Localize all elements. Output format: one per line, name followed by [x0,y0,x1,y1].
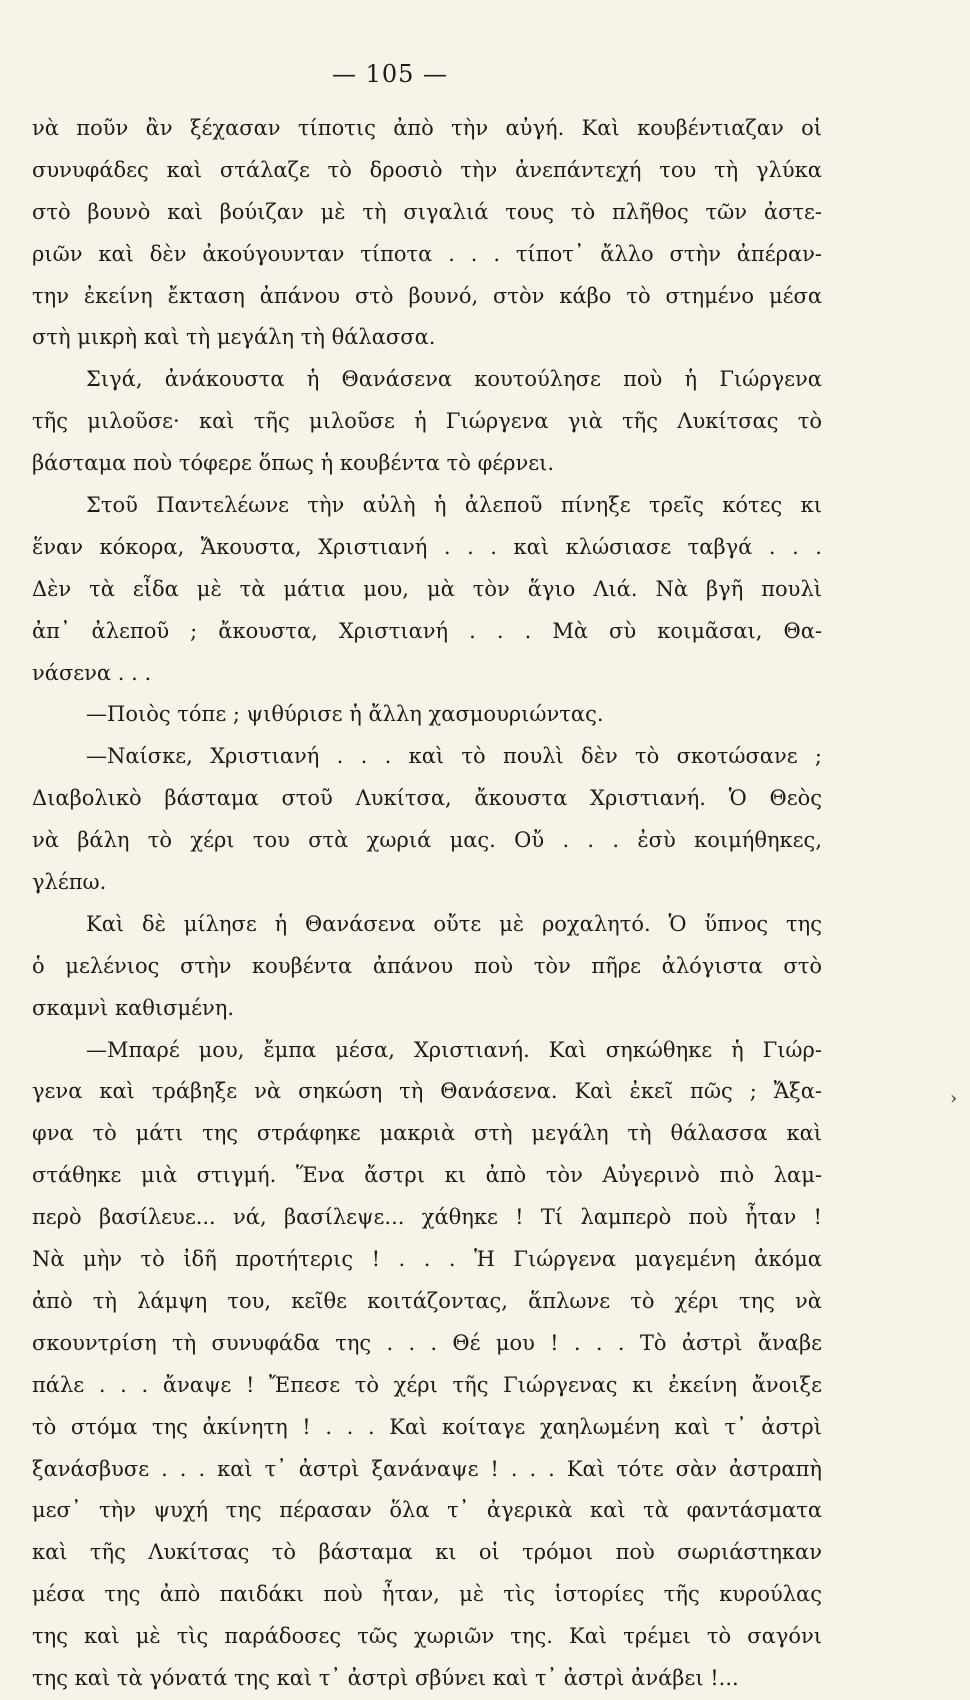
text-line: καὶ τῆς Λυκίτσας τὸ βάσταμα κι οἱ τρόμοι ποὺ σωριάστηκαν [32,1540,822,1565]
text-line: —Ναίσκε, Χριστιανή . . . καὶ τὸ πουλὶ δὲν τὸ σκοτώσανε ; [86,744,822,769]
text-line: —Μπαρέ μου, ἔμπα μέσα, Χριστιανή. Καὶ σηκώθηκε ἡ Γιώρ- [86,1037,822,1062]
text-line: Καὶ δὲ μίλησε ἡ Θανάσενα οὔτε μὲ ροχαλητό. Ὁ ὕπνος της [86,911,822,936]
text-line: περὸ βασίλευε... νά, βασίλεψε... χάθηκε ! Τί λαμπερὸ ποὺ ἦταν ! [32,1205,822,1230]
text-line: σκαμνὶ καθισμένη. [32,995,235,1020]
text-line: βάσταμα ποὺ τόφερε ὅπως ἡ κουβέντα τὸ φέρνει. [32,451,555,476]
text-line: της καὶ τὰ γόνατά της καὶ τ᾽ ἀστρὶ σβύνει καὶ τ᾽ ἀστρὶ ἀνάβει !... [32,1665,739,1690]
margin-mark: › [950,1088,958,1109]
text-line: φνα τὸ μάτι της στράφηκε μακριὰ στὴ μεγάλη τὴ θάλασσα καὶ [32,1121,822,1146]
text-line: ἀπὸ τὴ λάμψη του, κεῖθε κοιτάζοντας, ἅπλωνε τὸ χέρι της νὰ [32,1288,822,1313]
text-line: Στοῦ Παντελέωνε τὴν αὐλὴ ἡ ἀλεποῦ πίνηξε τρεῖς κότες κι [86,493,822,518]
text-line: τῆς μιλοῦσε· καὶ τῆς μιλοῦσε ἡ Γιώργενα γιὰ τῆς Λυκίτσας τὸ [32,409,822,434]
text-line: της καὶ μὲ τὶς παράδοσες τῶς χωριῶν της. Καὶ τρέμει τὸ σαγόνι [32,1624,822,1649]
text-line: την ἐκείνη ἔκταση ἀπάνου στὸ βουνό, στὸν κάβο τὸ στημένο μέσα [32,283,822,308]
text-line: ξανάσβυσε . . . καὶ τ᾽ ἀστρὶ ξανάναψε ! . . . Καὶ τότε σὰν ἀστραπὴ [32,1456,822,1481]
text-line: γενα καὶ τράβηξε νὰ σηκώση τὴ Θανάσενα. Καὶ ἐκεῖ πῶς ; Ἄξα- [32,1079,822,1104]
text-line: στάθηκε μιὰ στιγμή. Ἕνα ἄστρι κι ἀπὸ τὸν Αὐγερινὸ πιὸ λαμ- [32,1163,822,1188]
text-line: μέσα της ἀπὸ παιδάκι ποὺ ἦταν, μὲ τὶς ἱστορίες τῆς κυρούλας [32,1582,822,1607]
text-line: στὸ βουνὸ καὶ βούιζαν μὲ τὴ σιγαλιά τους τὸ πλῆθος τῶν ἀστε- [32,199,822,224]
text-line: νάσενα . . . [32,660,152,685]
page-number: — 105 — [331,60,449,88]
text-line: ἀπ᾽ ἀλεποῦ ; ἄκουστα, Χριστιανή . . . Μὰ σὺ κοιμᾶσαι, Θα- [32,618,822,643]
text-line: νὰ βάλη τὸ χέρι του στὰ χωριά μας. Οὔ . . . ἐσὺ κοιμήθηκες, [32,828,822,853]
text-line: Διαβολικὸ βάσταμα στοῦ Λυκίτσα, ἄκουστα Χριστιανή. Ὁ Θεὸς [32,786,822,811]
text-line: τὸ στόμα της ἀκίνητη ! . . . Καὶ κοίταγε χαηλωμένη καὶ τ᾽ ἀστρὶ [32,1414,822,1439]
text-line: μεσ᾽ τὴν ψυχή της πέρασαν ὅλα τ᾽ ἀγερικὰ καὶ τὰ φαντάσματα [32,1498,822,1523]
text-line: Σιγά, ἀνάκουστα ἡ Θανάσενα κουτούλησε ποὺ ἡ Γιώργενα [86,367,822,392]
text-line: στὴ μικρὴ καὶ τὴ μεγάλη τὴ θάλασσα. [32,325,436,350]
text-line: Δὲν τὰ εἶδα μὲ τὰ μάτια μου, μὰ τὸν ἅγιο Λιά. Νὰ βγῆ πουλὶ [32,576,822,601]
text-line: συνυφάδες καὶ στάλαζε τὸ δροσιὸ τὴν ἀνεπάντεχή του τὴ γλύκα [32,157,822,182]
text-line: γλέπω. [32,870,107,895]
text-line: νὰ ποῦν ἂν ξέχασαν τίποτις ἀπὸ τὴν αὐγή. Καὶ κουβέντιαζαν οἱ [32,116,822,140]
body-text [32,108,822,1700]
text-line: σκουντρίση τὴ συνυφάδα της . . . Θέ μου ! . . . Τὸ ἀστρὶ ἄναβε [32,1330,822,1355]
text-line: ριῶν καὶ δὲν ἀκούγουνταν τίποτα . . . τίποτ᾽ ἄλλο στὴν ἀπέραν- [32,241,822,266]
text-line: —Ποιὸς τόπε ; ψιθύρισε ἡ ἄλλη χασμουριώντας. [86,702,604,727]
text-line: ὁ μελένιος στὴν κουβέντα ἀπάνου ποὺ τὸν πῆρε ἀλόγιστα στὸ [32,953,822,978]
text-line: Νὰ μὴν τὸ ἰδῆ προτήτερις ! . . . Ἡ Γιώργενα μαγεμένη ἀκόμα [32,1247,822,1272]
text-line: ἕναν κόκορα, Ἄκουστα, Χριστιανή . . . καὶ κλώσιασε ταβγά . . . [32,534,822,559]
text-line: πάλε . . . ἄναψε ! Ἔπεσε τὸ χέρι τῆς Γιώργενας κι ἐκείνη ἄνοιξε [32,1372,822,1397]
